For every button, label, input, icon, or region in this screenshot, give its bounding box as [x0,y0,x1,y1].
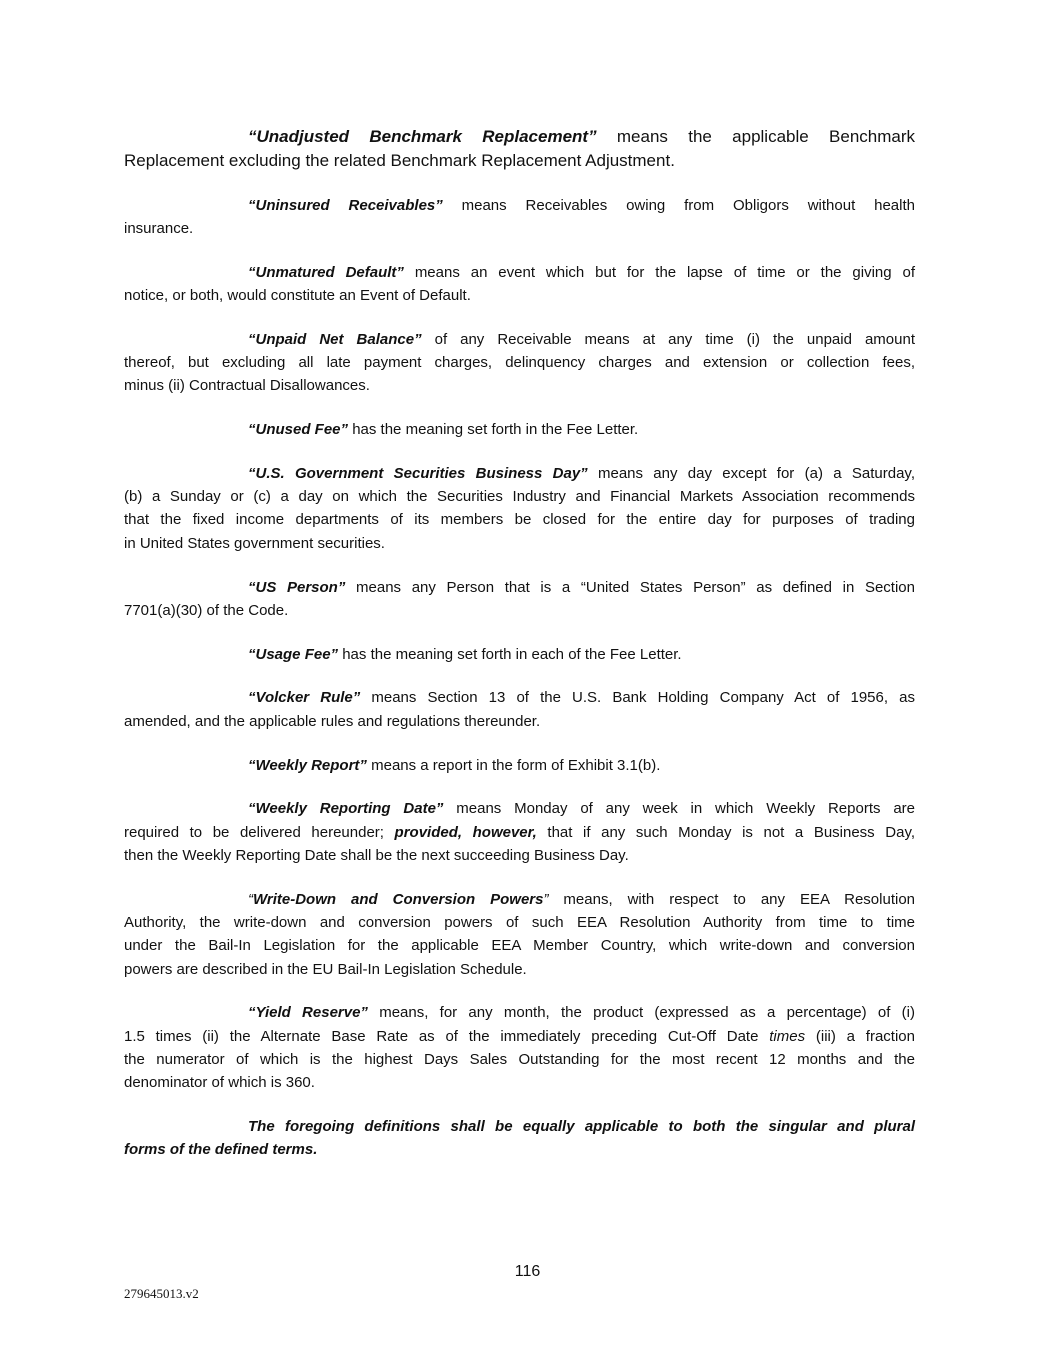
text-line [124,844,915,867]
defined-term: “Unmatured Default” [248,263,404,281]
text-line [124,797,915,820]
definition-paragraph [124,1115,915,1162]
text-segment: means, with respect to any EEA Resolution [548,890,915,908]
text-segment: means any day except for (a) a Saturday, [587,464,915,482]
document-id: 279645013.v2 [124,1286,199,1301]
text-segment: powers are described in the EU Bail-In Legislation Schedule. [124,960,527,978]
text-segment: of any Receivable means at any time (i) the unpaid amount [421,330,915,348]
definition-paragraph [124,686,915,733]
definition-paragraph [124,1001,915,1094]
text-line [124,821,915,844]
text-segment: has the meaning set forth in the Fee Letter. [348,421,639,439]
text-line [124,934,915,957]
text-line [124,1071,915,1094]
definition-paragraph [124,576,915,623]
text-segment: that the fixed income departments of its members be closed for the entire day for purposes of trading [124,511,915,529]
text-line [124,754,915,777]
text-line [124,217,915,240]
text-line [124,1025,915,1048]
text-segment: minus (ii) Contractual Disallowances. [124,377,370,395]
text-line [124,194,915,217]
text-segment: means the applicable Benchmark [596,127,916,146]
definition-paragraph [124,125,915,173]
text-segment: required to be delivered hereunder; [124,823,395,841]
text-line [124,576,915,599]
text-segment: thereof, but excluding all late payment charges, delinquency charges and extension or collection fees, [124,353,915,371]
page-number: 116 [514,1263,541,1280]
definition-paragraph [124,261,915,308]
definition-paragraph [124,328,915,398]
text-line [124,958,915,981]
defined-term: “US Person” [248,578,346,596]
text-line [124,351,915,374]
definition-paragraph [124,754,915,777]
text-line [124,284,915,307]
text-line [124,911,915,934]
defined-term: forms of the defined terms. [124,1141,318,1159]
text-segment: 7701(a)(30) of the Code. [124,601,289,619]
text-segment: means, for any month, the product (expressed as a percentage) of (i) [367,1004,915,1022]
definition-paragraph [124,643,915,666]
definition-paragraph [124,194,915,241]
defined-term: “Unadjusted Benchmark Replacement” [248,127,597,146]
text-segment: “ [248,890,253,908]
text-line [124,125,915,149]
defined-term: “Weekly Report” [248,756,367,774]
text-line [124,1138,915,1161]
text-line [124,888,915,911]
text-segment: in United States government securities. [124,534,385,552]
text-line [124,149,915,173]
text-segment: Replacement excluding the related Benchmark Replacement Adjustment. [124,151,675,170]
definition-paragraph [124,418,915,441]
text-line [124,710,915,733]
defined-term: “Volcker Rule” [248,689,361,707]
text-segment: means an event which but for the lapse of time or the giving of [403,263,916,281]
text-segment: means Receivables owing from Obligors without health [442,196,915,214]
defined-term: provided, however, [394,823,537,841]
text-line [124,374,915,397]
defined-term: “Yield Reserve” [248,1004,368,1022]
text-line [124,599,915,622]
text-line [124,328,915,351]
defined-term: Write-Down and Conversion Powers [253,890,544,908]
defined-term: “Unused Fee” [248,421,349,439]
text-segment: denominator of which is 360. [124,1074,315,1092]
definition-paragraph [124,797,915,867]
text-segment: amended, and the applicable rules and regulations thereunder. [124,712,541,730]
defined-term: “Unpaid Net Balance” [248,330,422,348]
text-segment: means a report in the form of Exhibit 3.1(b). [366,756,661,774]
text-segment: means Section 13 of the U.S. Bank Holding Company Act of 1956, as [360,689,915,707]
text-line [124,485,915,508]
definition-paragraph [124,462,915,555]
defined-term: “Usage Fee” [248,645,339,663]
text-line [124,418,915,441]
text-line [124,1115,915,1138]
text-segment: means any Person that is a “United States Person” as defined in Section [345,578,915,596]
text-segment: the numerator of which is the highest Days Sales Outstanding for the most recent 12 months and the [124,1051,915,1069]
text-segment: under the Bail-In Legislation for the applicable EEA Member Country, which write-down and conversion [124,937,915,955]
text-line [124,686,915,709]
text-line [124,261,915,284]
text-segment: times [769,1027,806,1045]
text-segment: Authority, the write-down and conversion powers of such EEA Resolution Authority from time to time [124,914,915,932]
text-line [124,532,915,555]
text-segment: has the meaning set forth in each of the Fee Letter. [338,645,682,663]
text-segment: insurance. [124,219,194,237]
text-segment: (b) a Sunday or (c) a day on which the Securities Industry and Financial Markets Association recommends [124,488,915,506]
definition-paragraph [124,888,915,981]
text-line [124,462,915,485]
text-line [124,643,915,666]
text-segment: that if any such Monday is not a Business Day, [536,823,915,841]
text-segment: 1.5 times (ii) the Alternate Base Rate as of the immediately preceding Cut-Off Date [124,1027,770,1045]
document-body [124,125,915,1182]
defined-term: The foregoing definitions shall be equally applicable to both the singular and plural [248,1118,915,1136]
text-line [124,1001,915,1024]
text-line [124,1048,915,1071]
defined-term: “Uninsured Receivables” [248,196,443,214]
defined-term: “U.S. Government Securities Business Day” [248,464,588,482]
defined-term: “Weekly Reporting Date” [248,800,444,818]
text-segment: means Monday of any week in which Weekly Reports are [443,800,915,818]
text-segment: then the Weekly Reporting Date shall be the next succeeding Business Day. [124,846,629,864]
text-segment: notice, or both, would constitute an Event of Default. [124,286,471,304]
text-segment: (iii) a fraction [805,1027,915,1045]
text-line [124,508,915,531]
text-segment: ” [543,890,549,908]
